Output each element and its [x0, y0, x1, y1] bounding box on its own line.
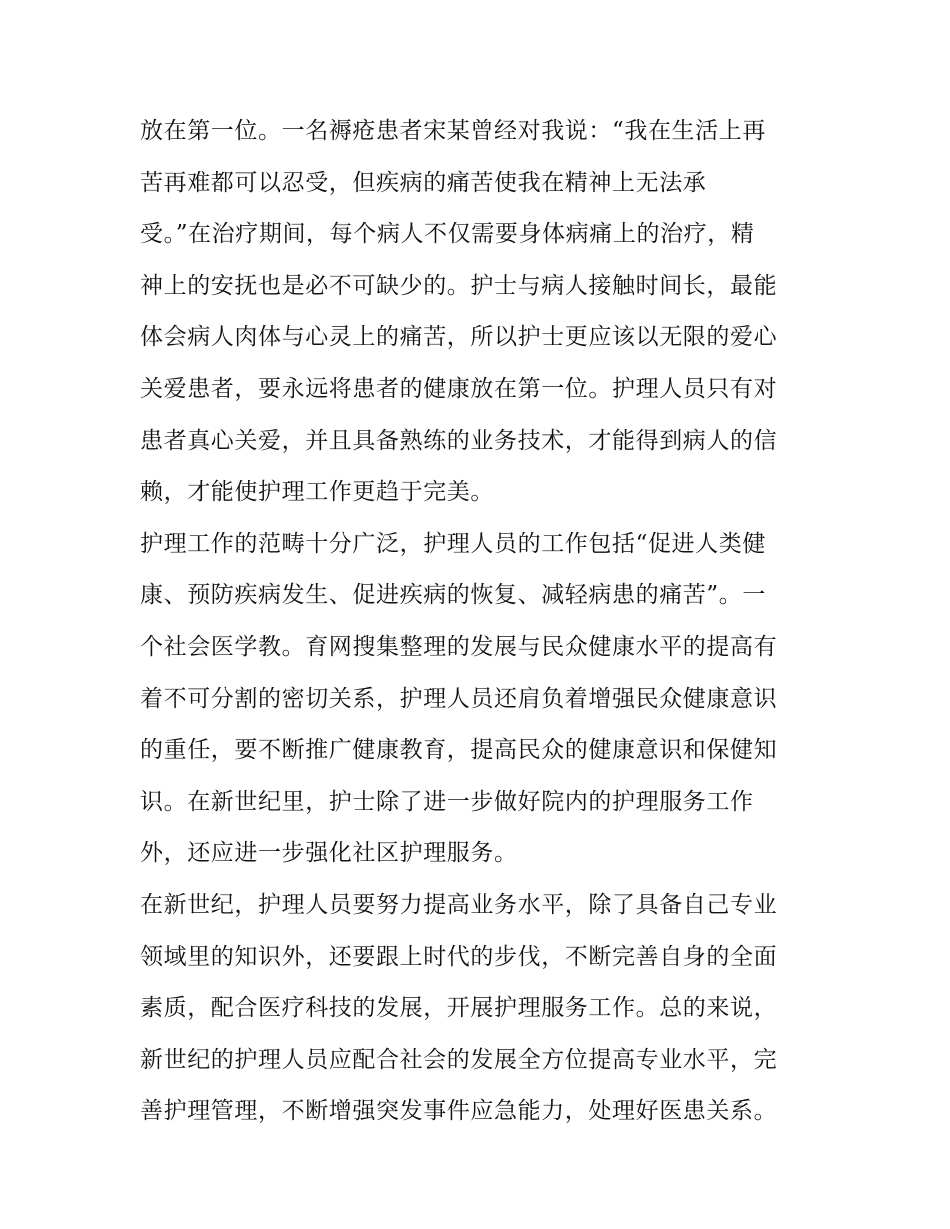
text-line: 善护理管理，不断增强突发事件应急能力，处理好医患关系。	[140, 1098, 778, 1125]
text-line: 外，还应进一步强化社区护理服务。	[140, 840, 518, 867]
text-line: 素质，配合医疗科技的发展，开展护理服务工作。总的来说，	[140, 995, 778, 1022]
text-line: 关爱患者，要永远将患者的健康放在第一位。护理人员只有对	[140, 375, 778, 402]
text-line: 患者真心关爱，并且具备熟练的业务技术，才能得到病人的信	[140, 427, 778, 454]
text-line: 体会病人肉体与心灵上的痛苦，所以护士更应该以无限的爱心	[140, 324, 778, 351]
text-line: 领域里的知识外，还要跟上时代的步伐，不断完善自身的全面	[140, 943, 778, 970]
text-line: 苦再难都可以忍受，但疾病的痛苦使我在精神上无法承	[140, 169, 707, 196]
text-line: 放在第一位。一名褥疮患者宋某曾经对我说：“我在生活上再	[140, 118, 766, 144]
text-line: 在新世纪，护理人员要努力提高业务水平，除了具备自己专业	[140, 891, 778, 918]
text-line: 护理工作的范畴十分广泛，护理人员的工作包括“促进人类健	[140, 530, 766, 557]
text-line: 的重任，要不断推广健康教育，提高民众的健康意识和保健知	[140, 737, 778, 764]
body-text	[140, 106, 820, 1138]
text-line: 着不可分割的密切关系，护理人员还肩负着增强民众健康意识	[140, 685, 778, 712]
text-line: 康、预防疾病发生、促进疾病的恢复、减轻病患的痛苦”。一	[140, 582, 766, 609]
text-line: 新世纪的护理人员应配合社会的发展全方位提高专业水平，完	[140, 1046, 778, 1073]
text-line: 识。在新世纪里，护士除了进一步做好院内的护理服务工作	[140, 788, 754, 815]
text-line: 受。”在治疗期间，每个病人不仅需要身体病痛上的治疗，精	[140, 221, 755, 248]
text-line: 神上的安抚也是必不可缺少的。护士与病人接触时间长，最能	[140, 272, 778, 299]
text-line: 个社会医学教。育网搜集整理的发展与民众健康水平的提高有	[140, 633, 778, 660]
text-line: 赖，才能使护理工作更趋于完美。	[140, 479, 494, 506]
